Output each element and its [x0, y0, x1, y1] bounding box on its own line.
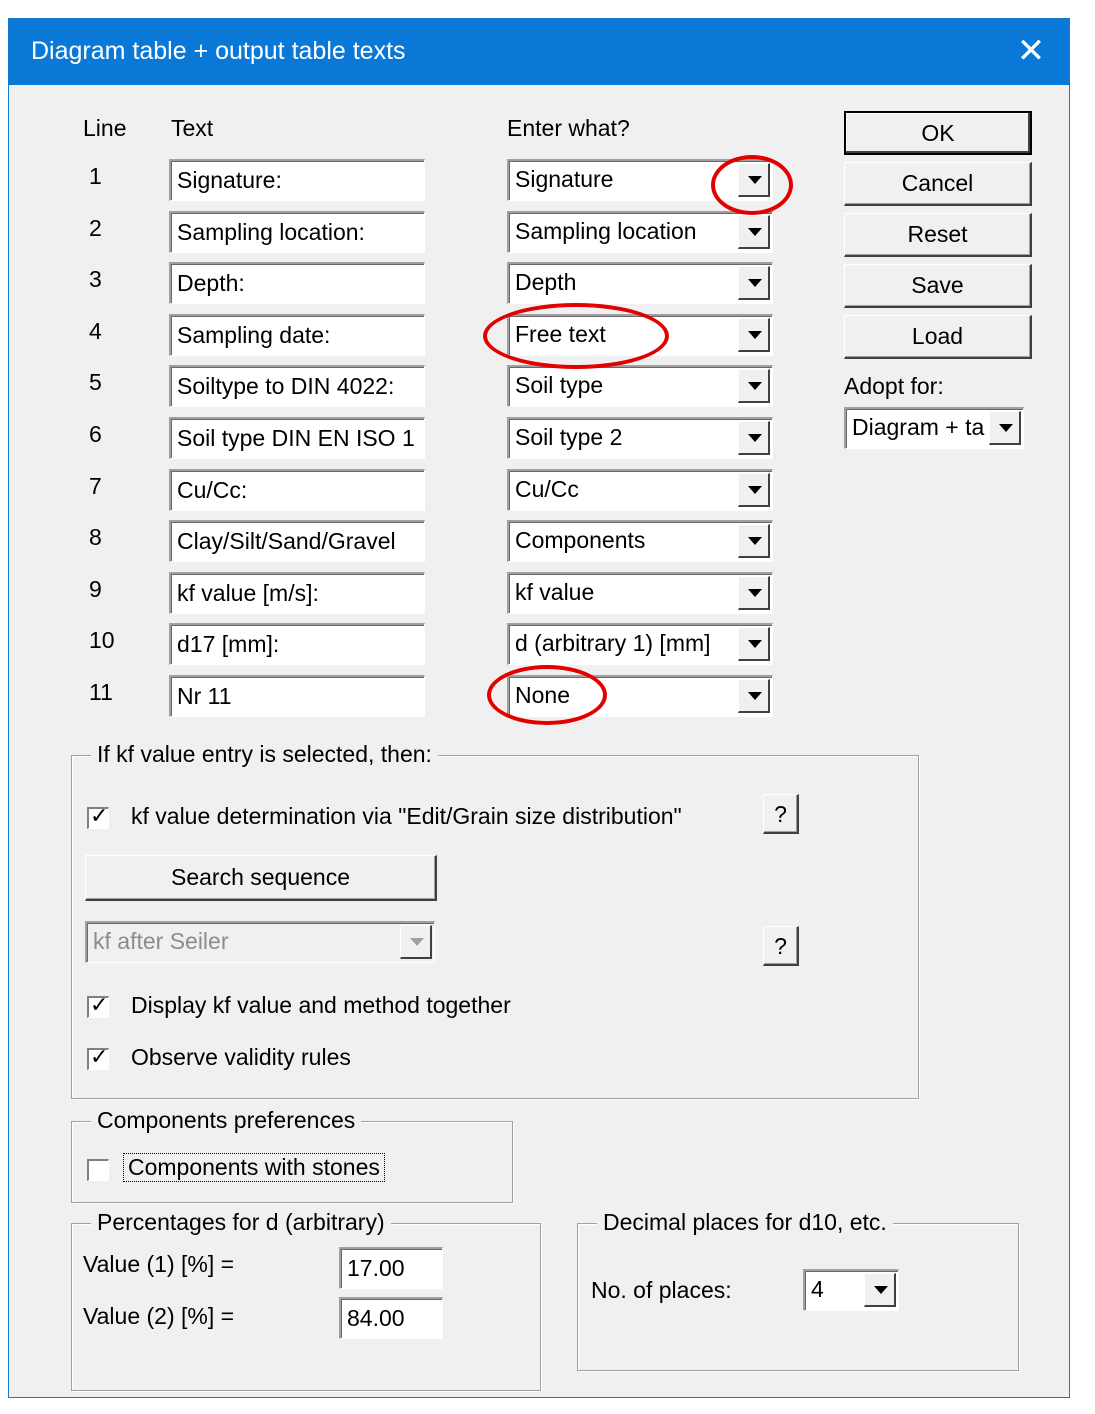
- row-number: 11: [89, 679, 113, 705]
- places-label: No. of places:: [591, 1277, 732, 1303]
- row-enter-what-value: Free text: [515, 321, 606, 347]
- chevron-down-icon[interactable]: [738, 679, 770, 713]
- chevron-down-icon[interactable]: [738, 163, 770, 197]
- check-icon: ✓: [90, 803, 109, 828]
- check-icon: ✓: [90, 1044, 109, 1069]
- row-text-input[interactable]: Nr 11: [169, 675, 425, 717]
- reset-button[interactable]: Reset: [844, 213, 1032, 257]
- dialog-window: [8, 18, 1070, 1398]
- kf-method-select[interactable]: [85, 921, 435, 963]
- percentages-group-title: Percentages for d (arbitrary): [91, 1209, 391, 1236]
- chevron-down-icon[interactable]: [738, 421, 770, 455]
- row-text-input[interactable]: Sampling location:: [169, 211, 425, 253]
- decimal-group-title: Decimal places for d10, etc.: [597, 1209, 893, 1236]
- chevron-down-icon[interactable]: [738, 524, 770, 558]
- components-stones-label: Components with stones: [123, 1153, 385, 1182]
- row-enter-what-value: Cu/Cc: [515, 476, 579, 502]
- validity-rules-checkbox[interactable]: [87, 1044, 109, 1070]
- kf-determination-help-button[interactable]: ?: [763, 794, 799, 834]
- ok-button[interactable]: OK: [844, 111, 1032, 155]
- kf-determination-checkbox[interactable]: [87, 803, 109, 829]
- header-text: Text: [171, 115, 214, 141]
- chevron-down-icon[interactable]: [738, 576, 770, 610]
- display-together-label: Display kf value and method together: [131, 992, 511, 1018]
- row-text-input[interactable]: Depth:: [169, 262, 425, 304]
- value1-label: Value (1) [%] =: [83, 1251, 235, 1277]
- row-enter-what-value: d (arbitrary 1) [mm]: [515, 630, 711, 656]
- title-bar[interactable]: [9, 19, 1069, 85]
- adopt-for-value: Diagram + ta: [852, 414, 985, 440]
- chevron-down-icon[interactable]: [864, 1273, 896, 1307]
- row-text-input[interactable]: Cu/Cc:: [169, 469, 425, 511]
- validity-rules-label: Observe validity rules: [131, 1044, 351, 1070]
- row-enter-what-select[interactable]: [507, 469, 773, 511]
- row-number: 8: [89, 524, 102, 550]
- row-enter-what-select[interactable]: [507, 675, 773, 717]
- components-group-title: Components preferences: [91, 1107, 361, 1134]
- row-enter-what-select[interactable]: [507, 623, 773, 665]
- header-line: Line: [83, 115, 127, 141]
- row-number: 3: [89, 266, 102, 292]
- row-enter-what-value: None: [515, 682, 570, 708]
- components-stones-checkbox[interactable]: [87, 1159, 109, 1181]
- row-text-input[interactable]: Soil type DIN EN ISO 1: [169, 417, 425, 459]
- row-enter-what-value: Depth: [515, 269, 577, 295]
- row-enter-what-value: Components: [515, 527, 646, 553]
- row-text-input[interactable]: Signature:: [169, 159, 425, 201]
- chevron-down-icon[interactable]: [738, 627, 770, 661]
- row-enter-what-value: Soil type 2: [515, 424, 623, 450]
- row-enter-what-value: kf value: [515, 579, 595, 605]
- row-enter-what-select[interactable]: [507, 365, 773, 407]
- row-enter-what-select[interactable]: [507, 314, 773, 356]
- row-number: 5: [89, 369, 102, 395]
- display-together-checkbox[interactable]: [87, 992, 109, 1018]
- chevron-down-icon[interactable]: [738, 318, 770, 352]
- row-enter-what-select[interactable]: [507, 262, 773, 304]
- kf-method-value: kf after Seiler: [93, 928, 229, 954]
- places-select[interactable]: [803, 1269, 899, 1311]
- window-title: Diagram table + output table texts: [31, 37, 406, 65]
- row-text-input[interactable]: Soiltype to DIN 4022:: [169, 365, 425, 407]
- header-enter-what: Enter what?: [507, 115, 630, 141]
- row-enter-what-select[interactable]: [507, 520, 773, 562]
- check-icon: ✓: [90, 992, 109, 1017]
- row-enter-what-value: Signature: [515, 166, 614, 192]
- places-value: 4: [811, 1276, 824, 1302]
- save-button[interactable]: Save: [844, 264, 1032, 308]
- row-number: 7: [89, 473, 102, 499]
- row-number: 4: [89, 318, 102, 344]
- kf-determination-label: kf value determination via "Edit/Grain size distribution": [131, 803, 682, 829]
- adopt-for-select[interactable]: [844, 407, 1024, 449]
- chevron-down-icon[interactable]: [400, 925, 432, 959]
- search-sequence-button[interactable]: Search sequence: [85, 855, 437, 901]
- cancel-button[interactable]: Cancel: [844, 162, 1032, 206]
- kf-group-title: If kf value entry is selected, then:: [91, 741, 438, 768]
- row-enter-what-value: Soil type: [515, 372, 604, 398]
- chevron-down-icon[interactable]: [738, 369, 770, 403]
- value2-input[interactable]: 84.00: [339, 1297, 443, 1339]
- kf-method-help-button[interactable]: ?: [763, 926, 799, 966]
- value1-input[interactable]: 17.00: [339, 1247, 443, 1289]
- row-enter-what-select[interactable]: [507, 159, 773, 201]
- load-button[interactable]: Load: [844, 315, 1032, 359]
- chevron-down-icon[interactable]: [738, 215, 770, 249]
- row-enter-what-select[interactable]: [507, 572, 773, 614]
- row-number: 9: [89, 576, 102, 602]
- row-enter-what-select[interactable]: [507, 417, 773, 459]
- row-enter-what-value: Sampling location: [515, 218, 697, 244]
- row-number: 1: [89, 163, 102, 189]
- adopt-for-label: Adopt for:: [844, 373, 944, 399]
- value2-label: Value (2) [%] =: [83, 1303, 235, 1329]
- row-number: 2: [89, 215, 102, 241]
- chevron-down-icon[interactable]: [738, 266, 770, 300]
- chevron-down-icon[interactable]: [989, 411, 1021, 445]
- row-enter-what-select[interactable]: [507, 211, 773, 253]
- row-text-input[interactable]: kf value [m/s]:: [169, 572, 425, 614]
- row-text-input[interactable]: Clay/Silt/Sand/Gravel: [169, 520, 425, 562]
- close-icon[interactable]: ✕: [1016, 32, 1046, 70]
- chevron-down-icon[interactable]: [738, 473, 770, 507]
- row-number: 10: [89, 627, 115, 653]
- row-text-input[interactable]: d17 [mm]:: [169, 623, 425, 665]
- row-text-input[interactable]: Sampling date:: [169, 314, 425, 356]
- row-number: 6: [89, 421, 102, 447]
